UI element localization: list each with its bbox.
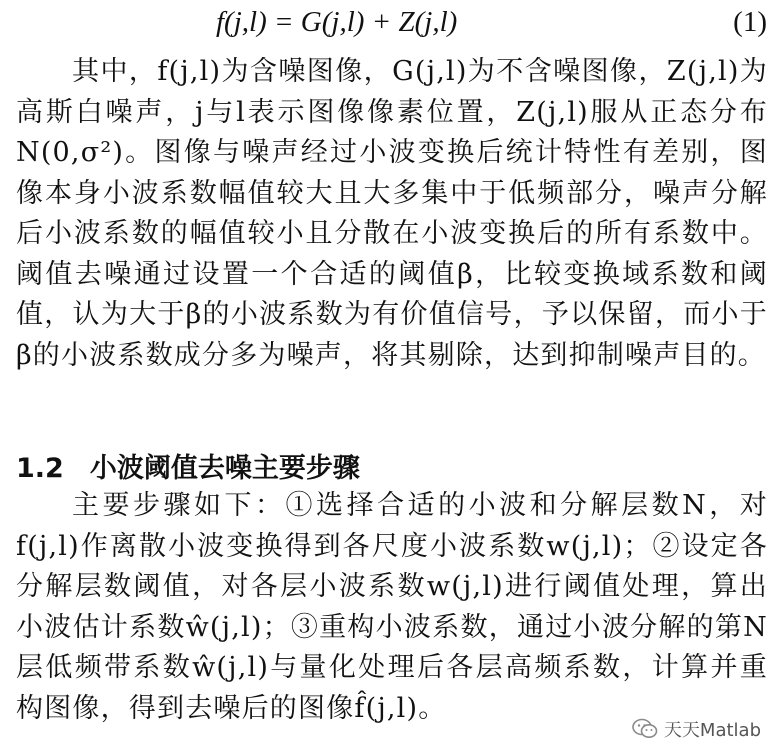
equation-number: (1) (733, 6, 767, 38)
watermark-text: 天天Matlab (663, 720, 761, 741)
paragraph-main-steps (16, 486, 768, 729)
paragraph-denoising-model (16, 52, 768, 376)
section-number: 1.2 (16, 453, 64, 484)
section-title: 小波阈值去噪主要步骤 (89, 453, 360, 484)
watermark (628, 715, 765, 743)
paragraph-text: 其中，f(j,l)为含噪图像，G(j,l)为不含噪图像，Z(j,l)为高斯白噪声，j与l表示图像像素位置，Z(j,l)服从正态分布N(0,σ²)。图像与噪声经过小波变换后统计特性有差别，图像本身小波系数幅值较大且大多集中于低频部分，噪声分解后小波系数的幅值较小且分散在小波变换后的所有系数中。阈值去噪通过设置一个合适的阈值β，比较变换域系数和阈值，认为大于β的小波系数为有价值信号，予以保留，而小于β的小波系数成分多为噪声，将其剔除，达到抑制噪声目的。 (16, 56, 768, 371)
equation-formula: f(j,l) = G(j,l) + Z(j,l) (216, 6, 458, 38)
section-heading (16, 446, 360, 485)
equation-row (0, 6, 777, 46)
paragraph-text: 主要步骤如下：①选择合适的小波和分解层数N，对f(j,l)作离散小波变换得到各尺度小波系数w(j,l)；②设定各分解层数阈值，对各层小波系数w(j,l)进行阈值处理，算出小波估计系数ŵ(j,l)；③重构小波系数，通过小波分解的第N层低频带系数ŵ(j,l)与量化处理后各层高频系数，计算并重构图像，得到去噪后的图像f̂(j,l)。 (16, 490, 768, 724)
wechat-icon (632, 718, 658, 740)
